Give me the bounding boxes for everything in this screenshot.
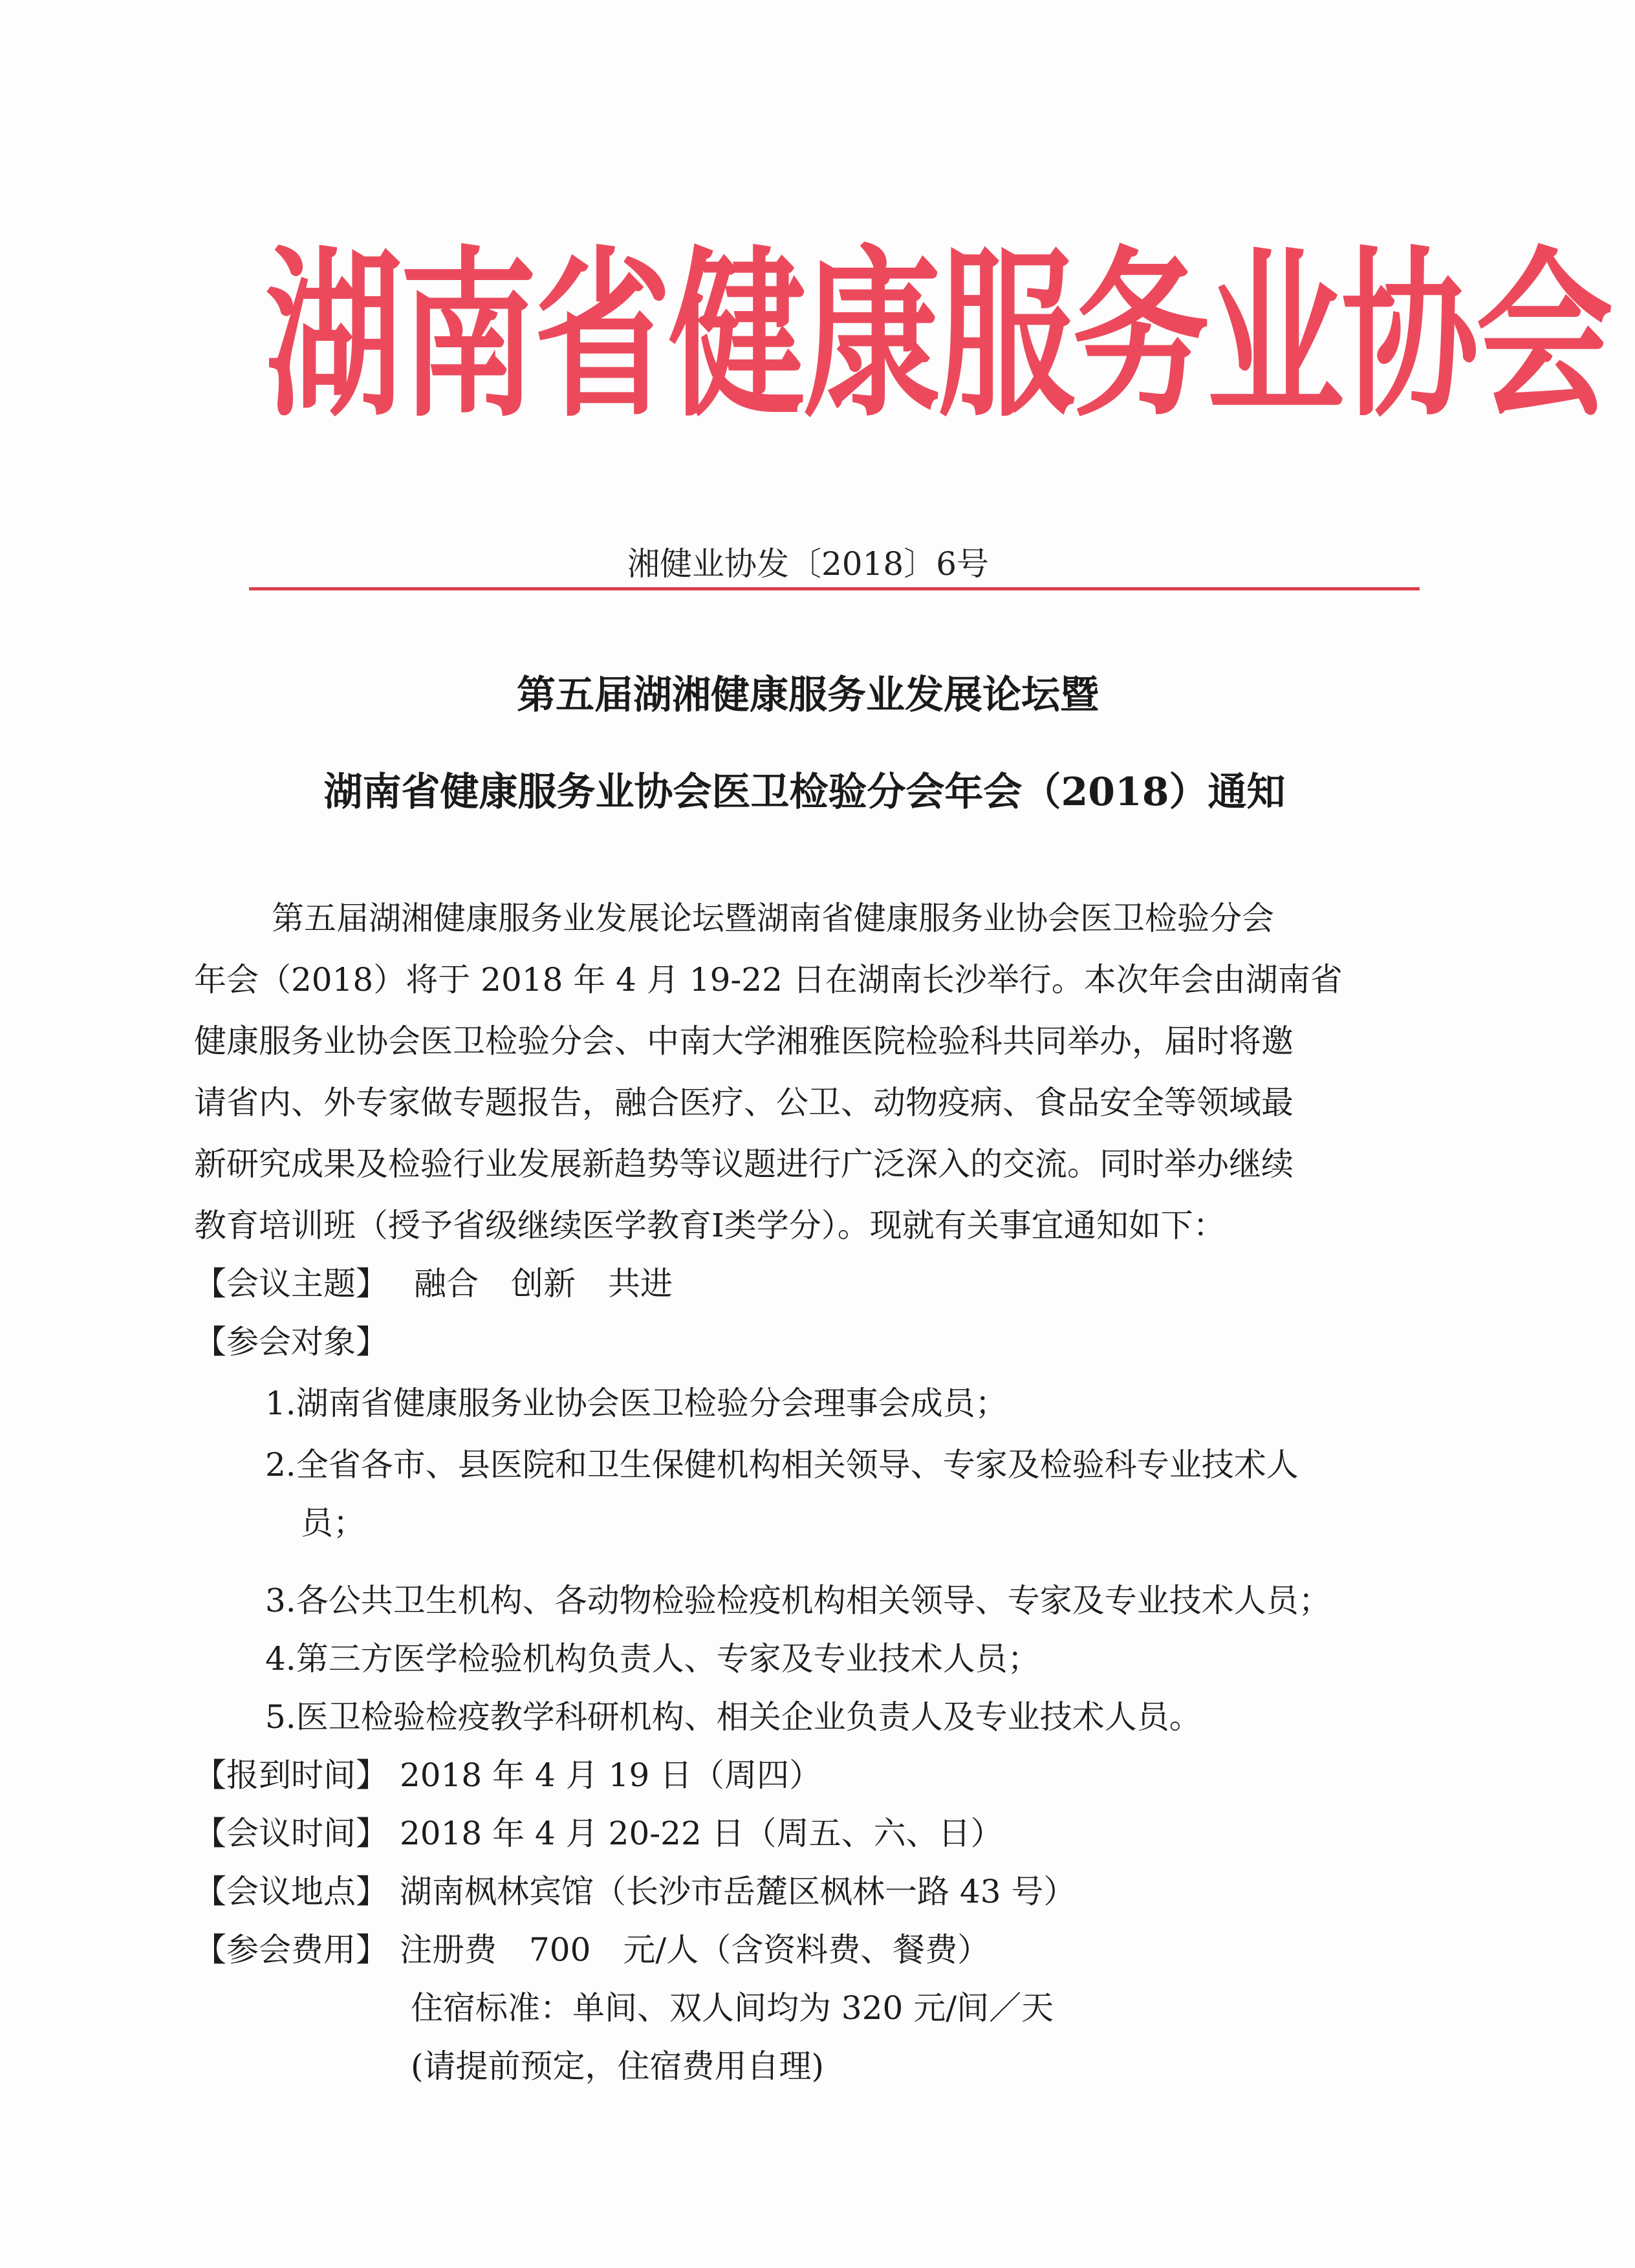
organization-letterhead: 湖南省健康服务业协会	[265, 230, 1610, 442]
attendee-item-5: 5.医卫检验检疫教学科研机构、相关企业负责人及专业技术人员。	[265, 1698, 1202, 1736]
meeting-time-value: 2018 年 4 月 20-22 日（周五、六、日）	[400, 1815, 1003, 1852]
intro-line-4: 请省内、外专家做专题报告，融合医疗、公卫、动物疫病、食品安全等领域最	[194, 1084, 1294, 1121]
venue-label: 【会议地点】	[194, 1873, 388, 1910]
registration-label: 【报到时间】	[194, 1756, 388, 1794]
registration-value: 2018 年 4 月 19 日（周四）	[400, 1756, 822, 1794]
fee-row	[194, 1924, 990, 1976]
attendees-label: 【参会对象】	[194, 1323, 388, 1361]
venue-row	[194, 1866, 1076, 1917]
intro-line-3: 健康服务业协会医卫检验分会、中南大学湘雅医院检验科共同举办，届时将邀	[194, 1022, 1294, 1060]
attendee-item-4: 4.第三方医学检验机构负责人、专家及专业技术人员；	[265, 1640, 1040, 1678]
intro-line-5: 新研究成果及检验行业发展新趋势等议题进行广泛深入的交流。同时举办继续	[194, 1145, 1294, 1183]
intro-line-2: 年会（2018）将于 2018 年 4 月 19-22 日在湖南长沙举行。本次年会由湖南省	[194, 961, 1343, 999]
document-number: 湘健业协发〔2018〕6号	[627, 545, 990, 583]
fee-value: 注册费 700 元/人（含资料费、餐费）	[400, 1931, 990, 1969]
meeting-theme-value: 融合 创新 共进	[414, 1265, 673, 1302]
registration-row	[194, 1749, 821, 1801]
attendee-item-3: 3.各公共卫生机构、各动物检验检疫机构相关领导、专家及专业技术人员；	[265, 1582, 1331, 1619]
meeting-time-row	[194, 1808, 1003, 1859]
lodging-standard: 住宿标准：单间、双人间均为 320 元/间／天	[411, 1989, 1054, 2027]
intro-line-6: 教育培训班（授予省级继续医学教育Ⅰ类学分）。现就有关事宜通知如下：	[194, 1207, 1226, 1244]
letterhead-red-rule	[249, 587, 1420, 590]
meeting-theme-label: 【会议主题】	[194, 1265, 388, 1302]
intro-line-1: 第五届湖湘健康服务业发展论坛暨湖南省健康服务业协会医卫检验分会	[272, 900, 1274, 937]
meeting-theme-row	[194, 1258, 673, 1310]
meeting-time-label: 【会议时间】	[194, 1815, 388, 1852]
notice-title-line-1: 第五届湖湘健康服务业发展论坛暨	[517, 673, 1099, 718]
fee-label: 【参会费用】	[194, 1931, 388, 1969]
attendee-item-1: 1.湖南省健康服务业协会医卫检验分会理事会成员；	[265, 1385, 1008, 1422]
notice-title-line-2: 湖南省健康服务业协会医卫检验分会年会（2018）通知	[323, 770, 1286, 815]
attendee-item-2: 2.全省各市、县医院和卫生保健机构相关领导、专家及检验科专业技术人	[265, 1446, 1299, 1484]
attendee-item-2-continued: 员；	[301, 1504, 365, 1542]
lodging-note: (请提前预定，住宿费用自理)	[411, 2047, 825, 2085]
venue-value: 湖南枫林宾馆（长沙市岳麓区枫林一路 43 号）	[400, 1873, 1076, 1910]
